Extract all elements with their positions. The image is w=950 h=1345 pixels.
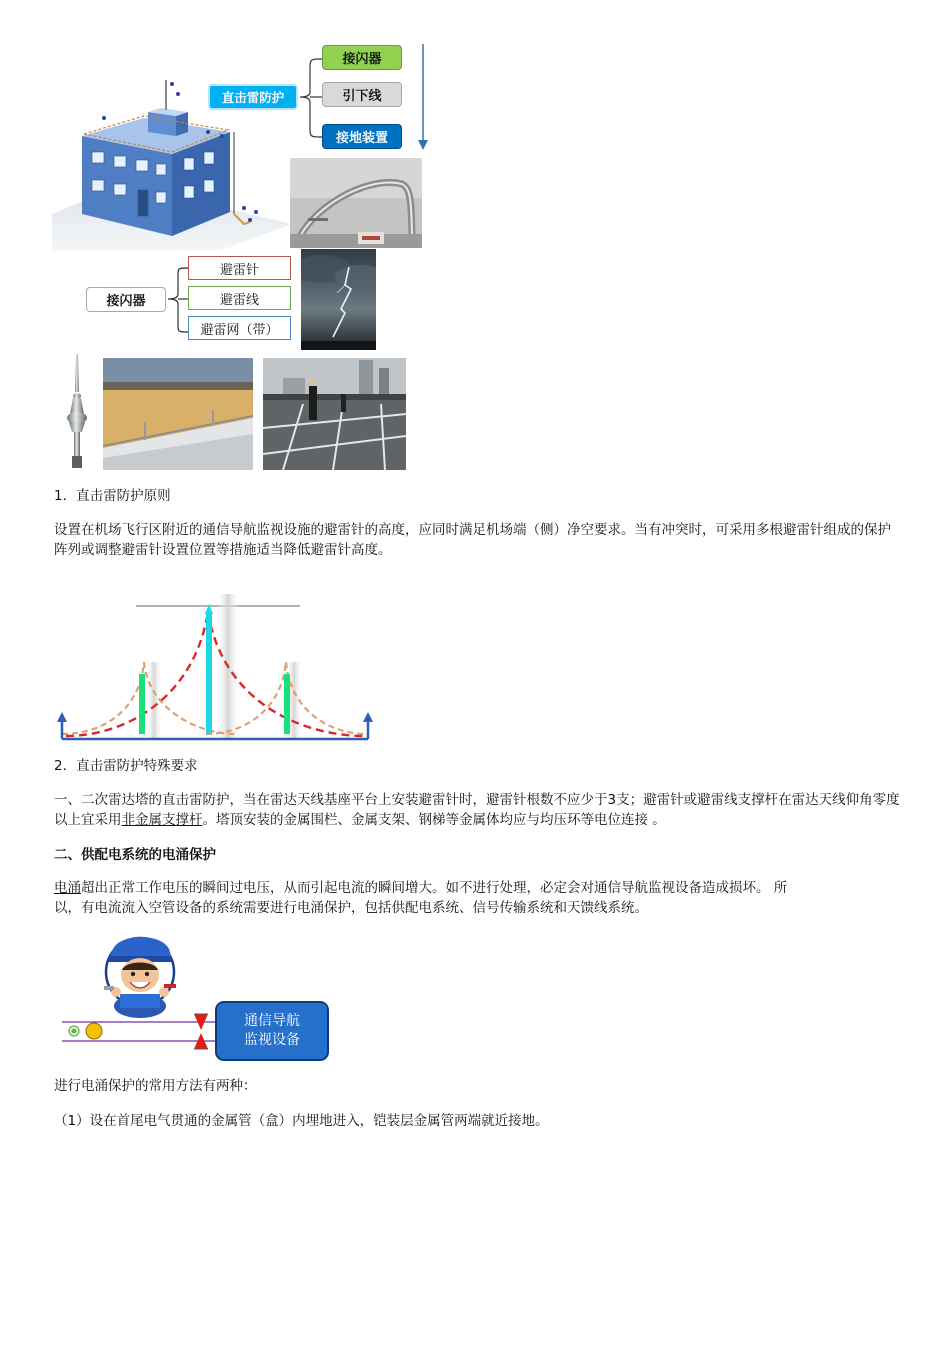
- device-label: [218, 1004, 326, 1058]
- lightning-wire-tag: 避雷线: [188, 286, 291, 310]
- section-2-title: 2．直击雷防护特殊要求: [54, 758, 198, 774]
- section-2-text-a: 一、二次雷达塔的直击雷防护，当在雷达天线基座平台上安装避雷针时，避雷针根数不应少于3支；避雷针或避雷线支撑杆在雷达天线仰角零度以上宜采用: [54, 792, 900, 828]
- non-metal-support-link[interactable]: 非金属支撑杆: [121, 812, 203, 828]
- photo-roof-net: [263, 358, 406, 470]
- photo-lightning: [301, 249, 376, 350]
- methods-intro: 进行电涌保护的常用方法有两种：: [54, 1078, 257, 1094]
- grounding-device-tag: 接地装置: [322, 124, 402, 149]
- section-2-paragraph: [54, 790, 900, 830]
- photo-roof-edge: [103, 358, 253, 470]
- device-label-line-1: 通信导航: [244, 1013, 300, 1029]
- photo-roof-pipe: [290, 158, 422, 248]
- section-3-text-a: 超出正常工作电压的瞬间过电压，从而引起电流的瞬间增大。如不进行处理，必定会对通信导航监视设备造成损坏。 所: [81, 880, 788, 896]
- arrow-down-icon: [416, 44, 430, 152]
- lightning-rod-image: [60, 352, 94, 470]
- technician-icon: [104, 937, 176, 1018]
- down-conductor-tag: 引下线: [322, 82, 402, 107]
- bracket-connector-1: [298, 56, 324, 142]
- protection-zone-diagram: [56, 588, 374, 744]
- section-3-text-b: 以，有电流流入空管设备的系统需要进行电涌保护，包括供配电系统、信号传输系统和天馈线系统。: [54, 900, 648, 916]
- air-terminal-tag: 接闪器: [322, 45, 402, 70]
- section-3-heading: 二、供配电系统的电涌保护: [54, 847, 216, 863]
- bracket-connector-2: [166, 264, 190, 336]
- section-3-paragraph: [54, 878, 900, 918]
- lightning-rod-tag: 避雷针: [188, 256, 291, 280]
- surge-link[interactable]: 电涌: [54, 880, 81, 896]
- section-1-paragraph: 设置在机场飞行区附近的通信导航监视设施的避雷针的高度，应同时满足机场端（侧）净空要求。当有冲突时，可采用多根避雷针组成的保护阵列或调整避雷针设置位置等措施适当降低避雷针高度。: [54, 522, 891, 558]
- lightning-net-tag: 避雷网（带）: [188, 316, 291, 340]
- air-terminal-root-label: 接闪器: [86, 287, 166, 312]
- direct-lightning-protection-label: 直击雷防护: [208, 84, 298, 110]
- section-2-text-b: 。塔顶安装的金属围栏、金属支架、钢梯等金属体均应与均压环等电位连接 。: [202, 812, 666, 828]
- method-1: （1）设在首尾电气贯通的金属管（盒）内埋地进入，铠装层金属管两端就近接地。: [54, 1113, 549, 1129]
- section-1-title: 1．直击雷防护原则: [54, 488, 171, 504]
- device-label-line-2: 监视设备: [244, 1032, 300, 1048]
